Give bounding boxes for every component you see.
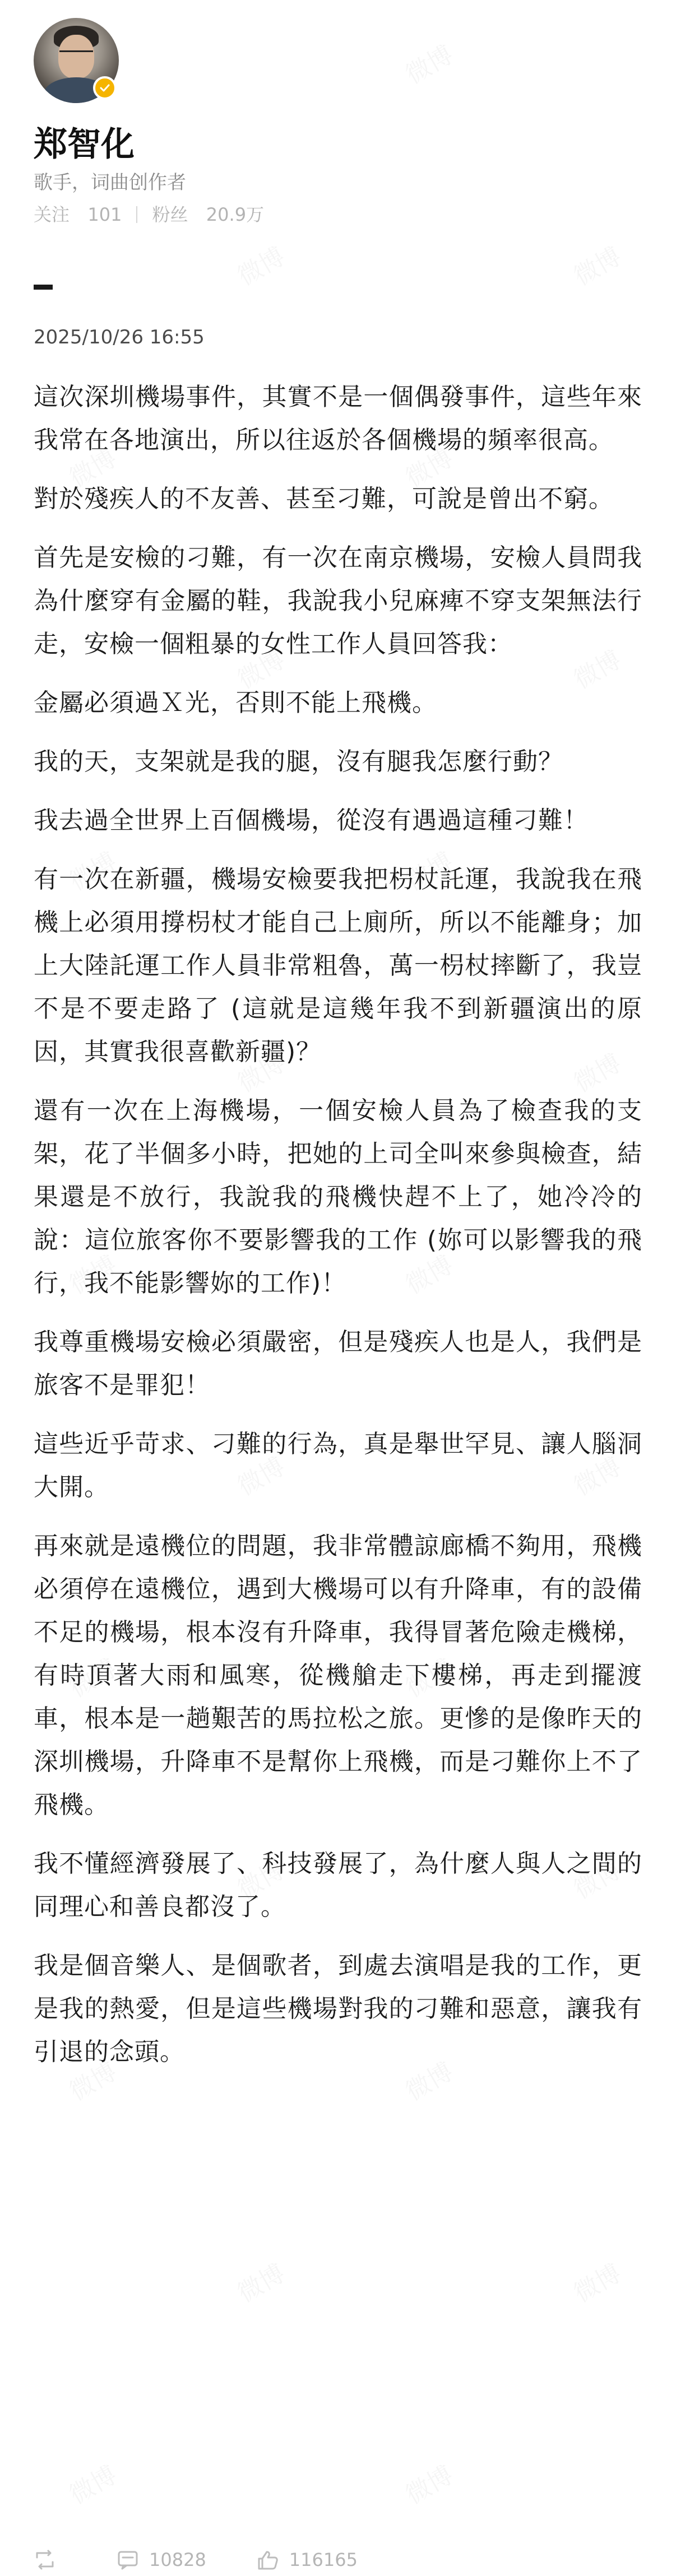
weibo-watermark — [398, 2455, 459, 2510]
weibo-watermark — [230, 236, 290, 292]
post-paragraph: 金屬必須過Ｘ光，否則不能上飛機。 — [34, 689, 437, 717]
post-content — [34, 375, 642, 2089]
followers-count: 20.9万 — [206, 204, 265, 225]
thumbs-up-icon — [257, 2550, 279, 2570]
post-timestamp: 2025/10/26 16:55 — [34, 326, 205, 348]
post-paragraph: 還有一次在上海機場，一個安檢人員為了檢查我的支架，花了半個多小時，把她的上司全叫來參與檢查，結果還是不放行，我說我的飛機快趕不上了，她冷冷的說：這位旅客你不要影響我的工作 (妳可以影響我的飛行，我不能影響妳的工作)！ — [34, 1096, 642, 1298]
post-paragraph: 我不懂經濟發展了、科技發展了，為什麼人與人之間的同理心和善良都沒了。 — [34, 1849, 642, 1921]
comment-count: 10828 — [149, 2549, 206, 2570]
post-paragraph: 我的天，支架就是我的腿，沒有腿我怎麼行動？ — [34, 747, 563, 776]
following-count: 101 — [87, 204, 122, 225]
post-paragraph: 這次深圳機場事件，其實不是一個偶發事件，這些年來我常在各地演出，所以往返於各個機場的頻率很高。 — [34, 383, 642, 454]
like-button[interactable] — [257, 2549, 358, 2570]
post-paragraph: 我是個音樂人、是個歌者，到處去演唱是我的工作，更是我的熱愛，但是這些機場對我的刁難和惡意，讓我有引退的念頭。 — [34, 1951, 642, 2066]
followers-link[interactable] — [152, 203, 264, 226]
following-link[interactable] — [34, 203, 122, 226]
weibo-watermark — [566, 2253, 627, 2309]
post-paragraph: 這些近乎苛求、刁難的行為，真是舉世罕見、讓人腦洞大開。 — [34, 1430, 642, 1501]
post-paragraph: 我去過全世界上百個機場，從沒有遇過這種刁難！ — [34, 806, 589, 835]
post-paragraph: 對於殘疾人的不友善、甚至刁難，可說是曾出不窮。 — [34, 485, 614, 513]
repost-button[interactable] — [34, 2550, 66, 2570]
following-label: 关注 — [34, 204, 70, 225]
profile-bio: 歌手，词曲创作者 — [34, 171, 186, 194]
profile-stats — [34, 203, 642, 226]
stats-divider — [136, 206, 137, 223]
weibo-watermark — [62, 2455, 122, 2510]
profile-name: 郑智化 — [34, 125, 135, 164]
followers-label: 粉丝 — [152, 204, 188, 225]
weibo-watermark — [230, 2253, 290, 2309]
post-action-bar — [34, 2544, 642, 2576]
section-divider — [34, 285, 53, 290]
comment-button[interactable] — [117, 2549, 206, 2570]
verified-badge-icon — [93, 76, 117, 100]
weibo-watermark — [566, 236, 627, 292]
post-paragraph: 再來就是遠機位的問題，我非常體諒廊橋不夠用，飛機必須停在遠機位，遇到大機場可以有升降車，有的設備不足的機場，根本沒有升降車，我得冒著危險走機梯，有時頂著大雨和風寒，從機艙走下樓梯，再走到擺渡車，根本是一趟艱苦的馬拉松之旅。更慘的是像昨天的深圳機場，升降車不是幫你上飛機，而是刁難你上不了飛機。 — [34, 1532, 642, 1819]
post-paragraph: 有一次在新疆，機場安檢要我把枴杖託運，我說我在飛機上必須用撐枴杖才能自己上廁所，所以不能離身；加上大陸託運工作人員非常粗魯，萬一枴杖摔斷了，我豈不是不要走路了 (這就是這幾年我不到新疆演出的原因，其實我很喜歡新疆)？ — [34, 865, 642, 1066]
comment-icon — [117, 2550, 139, 2570]
repost-icon — [34, 2550, 56, 2570]
profile-header — [34, 18, 642, 226]
avatar[interactable] — [34, 18, 119, 103]
post-paragraph: 我尊重機場安檢必須嚴密，但是殘疾人也是人，我們是旅客不是罪犯！ — [34, 1328, 642, 1399]
post-paragraph: 首先是安檢的刁難，有一次在南京機場，安檢人員問我為什麼穿有金屬的鞋，我說我小兒麻痺不穿支架無法行走，安檢一個粗暴的女性工作人員回答我： — [34, 543, 642, 658]
like-count: 116165 — [289, 2549, 358, 2570]
